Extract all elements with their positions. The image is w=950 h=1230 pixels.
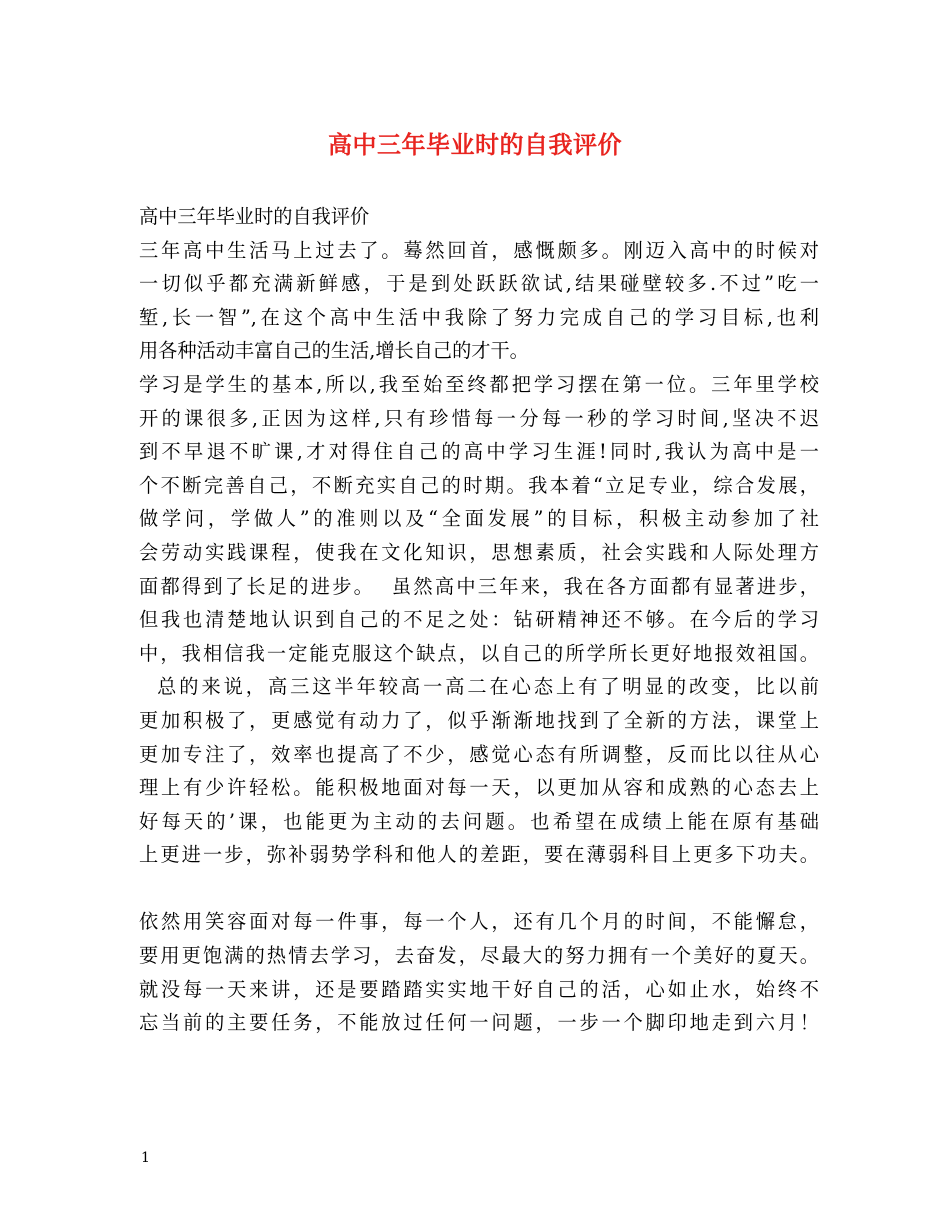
body-line: 好每天的’课，也能更为主动的去问题。也希望在成绩上能在原有基础 [139, 809, 819, 833]
body-line: 就没每一天来讲，还是要踏踏实实地干好自己的活，心如止水，始终不 [139, 977, 819, 1001]
body-line: 但我也清楚地认识到自己的不足之处：钻研精神还不够。在今后的学习 [139, 608, 819, 632]
body-line: 会劳动实践课程，使我在文化知识，思想素质，社会实践和人际处理方 [139, 540, 819, 564]
body-line: 更加专注了，效率也提高了不少，感觉心态有所调整，反而比以往从心 [139, 742, 819, 766]
page-number: 1 [141, 1150, 150, 1166]
body-line: 依然用笑容面对每一件事，每一个人，还有几个月的时间，不能懈怠， [139, 910, 819, 934]
body-line: 更加积极了，更感觉有动力了，似乎渐渐地找到了全新的方法，课堂上 [139, 708, 819, 732]
paragraph-gap [139, 872, 819, 906]
body-line: 学习是学生的基本,所以,我至始至终都把学习摆在第一位。三年里学校 [139, 372, 819, 396]
body-line: 一切似乎都充满新鲜感，于是到处跃跃欲试,结果碰壁较多.不过”吃一 [139, 272, 819, 296]
body-line: 上更进一步，弥补弱势学科和他人的差距，要在薄弱科目上更多下功夫。 [139, 843, 819, 867]
body-line: 理上有少许轻松。能积极地面对每一天，以更加从容和成熟的心态去上 [139, 776, 819, 800]
body-line: 堑,长一智”,在这个高中生活中我除了努力完成自己的学习目标,也利 [139, 305, 819, 329]
body-subtitle-line: 高中三年毕业时的自我评价 [139, 205, 370, 228]
body-line: 要用更饱满的热情去学习，去奋发，尽最大的努力拥有一个美好的夏天。 [139, 944, 819, 968]
body-line: 开的课很多,正因为这样,只有珍惜每一分每一秒的学习时间,坚决不迟 [139, 406, 819, 430]
body-line: 三年高中生活马上过去了。蓦然回首，感慨颇多。刚迈入高中的时候对 [139, 238, 819, 262]
body-line: 中，我相信我一定能克服这个缺点，以自己的所学所长更好地报效祖国。 [139, 641, 819, 665]
body-line: 个不断完善自己，不断充实自己的时期。我本着“立足专业，综合发展， [139, 473, 819, 497]
body-line: 做学问，学做人”的准则以及“全面发展”的目标，积极主动参加了社 [139, 507, 819, 531]
body-line: 忘当前的主要任务，不能放过任何一问题，一步一个脚印地走到六月！ [139, 1011, 819, 1035]
body-line: 用各种活动丰富自己的生活,增长自己的才干。 [139, 339, 529, 363]
body-line: 到不早退不旷课,才对得住自己的高中学习生涯!同时,我认为高中是一 [139, 440, 819, 464]
body-line: 总的来说，高三这半年较高一高二在心态上有了明显的改变，比以前 [139, 675, 819, 699]
document-body [139, 200, 819, 1040]
body-line: 面都得到了长足的进步。 虽然高中三年来，我在各方面都有显著进步， [139, 574, 819, 598]
document-title: 高中三年毕业时的自我评价 [328, 131, 622, 159]
